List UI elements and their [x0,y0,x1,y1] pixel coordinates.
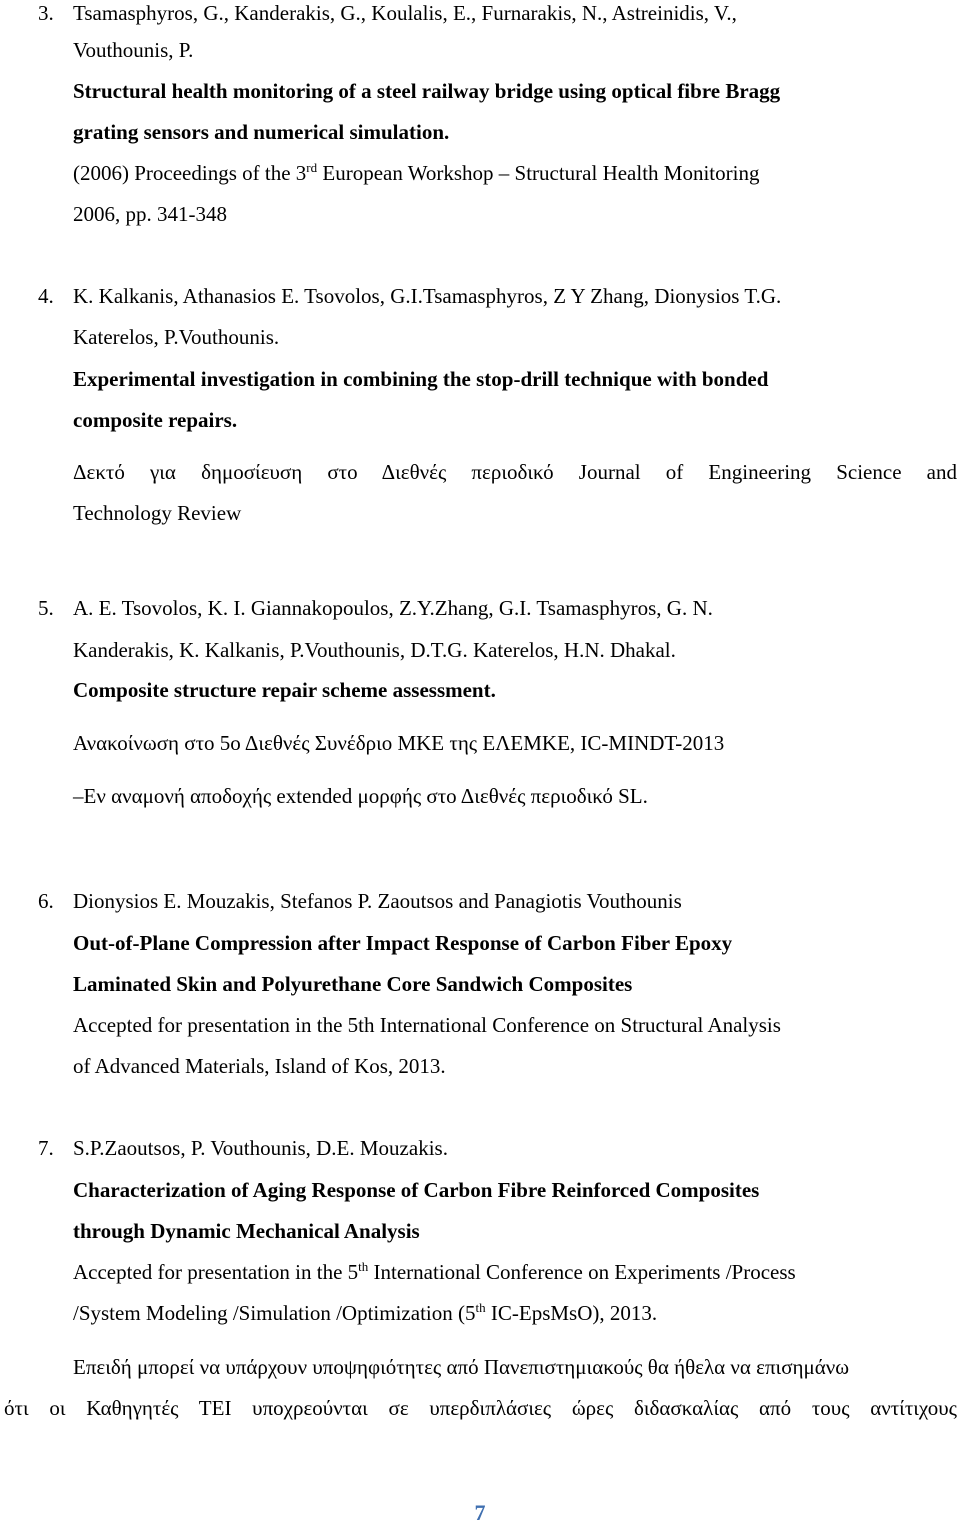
entry-title: Characterization of Aging Response of Carbon Fibre Reinforced Composites [73,1178,760,1202]
entry-authors: S.P.Zaoutsos, P. Vouthounis, D.E. Mouzakis. [73,1136,448,1160]
entry-authors: Kanderakis, K. Kalkanis, P.Vouthounis, D.T.G. Katerelos, H.N. Dhakal. [73,638,676,662]
closing-paragraph-line-2: ότι οι Καθηγητές ΤΕΙ υποχρεούνται σε υπερδιπλάσιες ώρες διδασκαλίας από τους αντίτιχους [4,1396,957,1420]
entry-title: Laminated Skin and Polyurethane Core Sandwich Composites [73,972,633,996]
entry-authors: Katerelos, P.Vouthounis. [73,325,280,349]
entry-title: Out-of-Plane Compression after Impact Response of Carbon Fiber Epoxy [73,931,733,955]
entry-venue: (2006) Proceedings of the 3rd European Workshop – Structural Health Monitoring [73,160,760,185]
entry-authors: Dionysios E. Mouzakis, Stefanos P. Zaoutsos and Panagiotis Vouthounis [73,889,682,913]
entry-note: of Advanced Materials, Island of Kos, 2013. [73,1054,446,1078]
entry-number: 5. [38,596,54,620]
entry-note: Technology Review [73,501,242,525]
entry-number: 7. [38,1136,54,1160]
entry-number: 4. [38,284,54,308]
entry-authors: Vouthounis, P. [73,38,194,62]
entry-number: 3. [38,1,54,25]
entry-note: /System Modeling /Simulation /Optimization (5th IC-EpsMsO), 2013. [73,1300,658,1325]
entry-title: grating sensors and numerical simulation. [73,120,450,144]
entry-note: Ανακοίνωση στο 5ο Διεθνές Συνέδριο ΜΚΕ της ΕΛΕΜΚΕ, IC-MINDT-2013 [73,731,725,755]
entry-authors: A. E. Tsovolos, K. I. Giannakopoulos, Z.Y.Zhang, G.I. Tsamasphyros, G. N. [73,596,713,620]
entry-venue: 2006, pp. 341-348 [73,202,227,226]
entry-note: Accepted for presentation in the 5th International Conference on Structural Analysis [73,1013,781,1037]
entry-note: –Εν αναμονή αποδοχής extended μορφής στο Διεθνές περιοδικό SL. [73,784,648,808]
page-number: 7 [474,1500,486,1525]
entry-title: composite repairs. [73,408,238,432]
entry-title: Experimental investigation in combining the stop-drill technique with bonded [73,367,769,391]
entry-authors: Tsamasphyros, G., Kanderakis, G., Koulalis, E., Furnarakis, N., Astreinidis, V., [73,1,737,25]
entry-note: Δεκτό για δημοσίευση στο Διεθνές περιοδικό Journal of Engineering Science and [73,460,957,484]
entry-note: Accepted for presentation in the 5th International Conference on Experiments /Process [73,1259,796,1284]
entry-title: through Dynamic Mechanical Analysis [73,1219,420,1243]
entry-title: Composite structure repair scheme assessment. [73,678,496,702]
entry-number: 6. [38,889,54,913]
entry-title: Structural health monitoring of a steel railway bridge using optical fibre Bragg [73,79,781,103]
entry-authors: K. Kalkanis, Athanasios E. Tsovolos, G.I.Tsamasphyros, Z Y Zhang, Dionysios T.G. [73,284,782,308]
closing-paragraph-line-1: Επειδή μπορεί να υπάρχουν υποψηφιότητες από Πανεπιστημιακούς θα ήθελα να επισημάνω [73,1355,850,1379]
